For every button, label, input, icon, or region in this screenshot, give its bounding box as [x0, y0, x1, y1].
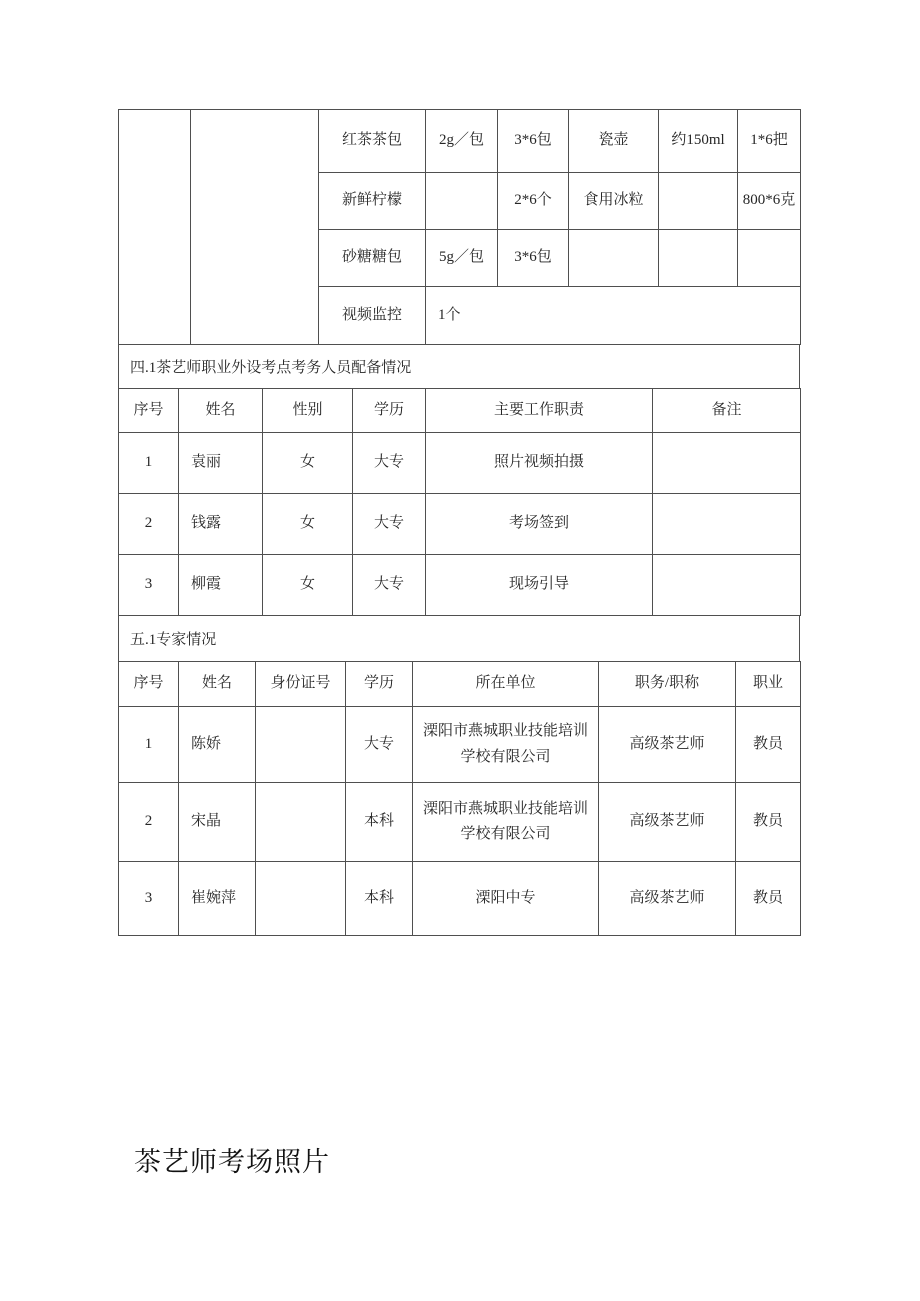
expert-section-title-row: [118, 615, 800, 662]
cell-spec: 2g／包: [426, 110, 498, 173]
cell-name: 钱露: [179, 494, 263, 555]
header-cell: 序号: [119, 389, 179, 433]
cell-education: 大专: [346, 707, 413, 783]
staff-section-title-row: [118, 344, 800, 389]
equipment-table: [118, 109, 801, 345]
cell-name: 陈娇: [179, 707, 256, 783]
cell-monitor-label: 视频监控: [319, 287, 426, 345]
cell-education: 大专: [353, 494, 426, 555]
staff-table: [118, 388, 801, 616]
cell-qty: 3*6包: [498, 110, 569, 173]
header-cell: 备注: [653, 389, 801, 433]
cell-id-number: [256, 862, 346, 936]
cell-duty: 考场签到: [426, 494, 653, 555]
header-cell: 性别: [263, 389, 353, 433]
cell-monitor-value: 1个: [426, 287, 801, 345]
document-body: [118, 110, 800, 936]
cell-qty: [738, 230, 801, 287]
staff-section-title: 四.1茶艺师职业外设考点考务人员配备情况: [130, 360, 412, 376]
header-cell: 姓名: [179, 662, 256, 707]
cell-title: 高级茶艺师: [599, 783, 736, 862]
cell-item: 红茶茶包: [319, 110, 426, 173]
cell-spec: [426, 173, 498, 230]
cell-seq: 3: [119, 862, 179, 936]
cell-seq: 3: [119, 555, 179, 616]
expert-section-title: 五.1专家情况: [130, 632, 217, 648]
header-cell: 姓名: [179, 389, 263, 433]
cell-name: 袁丽: [179, 433, 263, 494]
header-cell: 学历: [353, 389, 426, 433]
cell-education: 大专: [353, 433, 426, 494]
cell-subcategory-empty: [191, 110, 319, 345]
cell-qty: 800*6克: [738, 173, 801, 230]
cell-item: 砂糖糖包: [319, 230, 426, 287]
cell-id-number: [256, 783, 346, 862]
header-cell: 序号: [119, 662, 179, 707]
photo-section-heading: 茶艺师考场照片: [134, 1147, 330, 1177]
header-cell: 所在单位: [413, 662, 599, 707]
cell-gender: 女: [263, 555, 353, 616]
cell-employer: 溧阳市燕城职业技能培训学校有限公司: [413, 707, 599, 783]
cell-spec: 5g／包: [426, 230, 498, 287]
header-cell: 学历: [346, 662, 413, 707]
cell-employer: 溧阳中专: [413, 862, 599, 936]
cell-occupation: 教员: [736, 783, 801, 862]
cell-title: 高级茶艺师: [599, 862, 736, 936]
cell-occupation: 教员: [736, 862, 801, 936]
cell-duty: 照片视频拍摄: [426, 433, 653, 494]
cell-note: [653, 555, 801, 616]
cell-seq: 2: [119, 494, 179, 555]
cell-item: [569, 230, 659, 287]
cell-spec: 约150ml: [659, 110, 738, 173]
cell-item: 瓷壶: [569, 110, 659, 173]
cell-duty: 现场引导: [426, 555, 653, 616]
cell-name: 宋晶: [179, 783, 256, 862]
expert-table: [118, 661, 801, 936]
header-cell: 身份证号: [256, 662, 346, 707]
cell-qty: 2*6个: [498, 173, 569, 230]
cell-education: 本科: [346, 862, 413, 936]
cell-seq: 2: [119, 783, 179, 862]
cell-note: [653, 494, 801, 555]
header-cell: 主要工作职责: [426, 389, 653, 433]
cell-education: 大专: [353, 555, 426, 616]
cell-id-number: [256, 707, 346, 783]
cell-gender: 女: [263, 433, 353, 494]
cell-qty: 3*6包: [498, 230, 569, 287]
cell-qty: 1*6把: [738, 110, 801, 173]
cell-education: 本科: [346, 783, 413, 862]
cell-spec: [659, 173, 738, 230]
cell-name: 崔婉萍: [179, 862, 256, 936]
cell-seq: 1: [119, 707, 179, 783]
cell-gender: 女: [263, 494, 353, 555]
cell-spec: [659, 230, 738, 287]
cell-occupation: 教员: [736, 707, 801, 783]
header-cell: 职业: [736, 662, 801, 707]
cell-note: [653, 433, 801, 494]
cell-title: 高级茶艺师: [599, 707, 736, 783]
cell-category-empty: [119, 110, 191, 345]
cell-item: 新鲜柠檬: [319, 173, 426, 230]
cell-name: 柳霞: [179, 555, 263, 616]
cell-seq: 1: [119, 433, 179, 494]
cell-employer: 溧阳市燕城职业技能培训学校有限公司: [413, 783, 599, 862]
header-cell: 职务/职称: [599, 662, 736, 707]
cell-item: 食用冰粒: [569, 173, 659, 230]
